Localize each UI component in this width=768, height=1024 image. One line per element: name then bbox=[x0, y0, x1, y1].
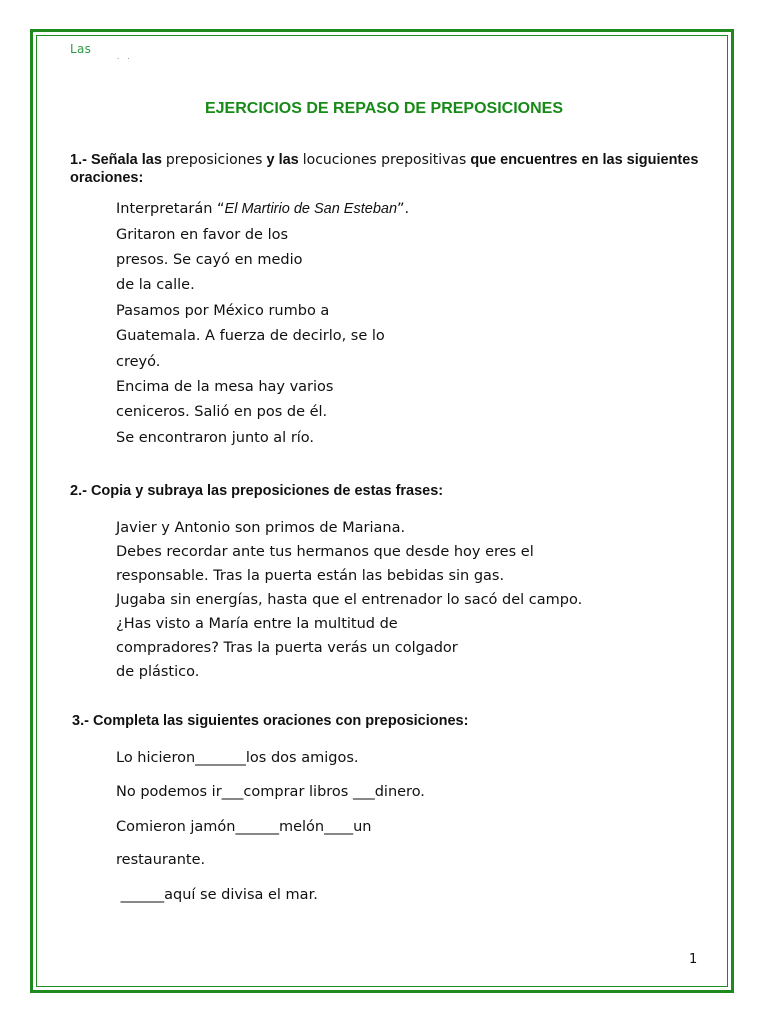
section1-line: Guatemala. A fuerza de decirlo, se lo bbox=[116, 328, 385, 344]
section1-line-0-prefix: Interpretarán “ bbox=[116, 201, 225, 217]
section1-line: Encima de la mesa hay varios bbox=[116, 379, 334, 395]
section1-line: de la calle. bbox=[116, 277, 195, 293]
section2-line: responsable. Tras la puerta están las bebidas sin gas. bbox=[116, 568, 505, 584]
section2-line: ¿Has visto a María entre la multitud de bbox=[116, 616, 398, 632]
section1-line-0-italic: El Martirio de San Esteban bbox=[224, 201, 398, 217]
section2-line: de plástico. bbox=[116, 664, 200, 680]
section1-heading-part1: 1.- Señala las bbox=[70, 152, 162, 168]
section3-line: Comieron jamón______melón____un bbox=[116, 819, 372, 835]
section2-heading bbox=[70, 482, 700, 500]
section3-line: ______aquí se divisa el mar. bbox=[116, 887, 318, 903]
section1-line: Pasamos por México rumbo a bbox=[116, 303, 330, 319]
section2-line: Debes recordar ante tus hermanos que desde hoy eres el bbox=[116, 544, 534, 560]
section1-line: ceniceros. Salió en pos de él. bbox=[116, 404, 328, 420]
section3-heading bbox=[72, 712, 702, 730]
section1-line: Gritaron en favor de los bbox=[116, 227, 289, 243]
section1-line-0-suffix: ”. bbox=[397, 201, 410, 217]
section2-line: Jugaba sin energías, hasta que el entrenador lo sacó del campo. bbox=[116, 592, 583, 608]
section3-heading-text: 3.- Completa las siguientes oraciones con preposiciones: bbox=[72, 713, 469, 729]
header-tag: Las bbox=[70, 42, 92, 56]
section1-line: creyó. bbox=[116, 354, 161, 370]
section3-line: Lo hicieron_______los dos amigos. bbox=[116, 750, 359, 766]
section3-line: restaurante. bbox=[116, 852, 206, 868]
page-number: 1 bbox=[689, 952, 698, 967]
section1-line: presos. Se cayó en medio bbox=[116, 252, 303, 268]
section1-heading-part3: y las bbox=[266, 152, 299, 168]
section1-line: Se encontraron junto al río. bbox=[116, 430, 315, 446]
section3-line: No podemos ir___comprar libros ___dinero. bbox=[116, 784, 425, 800]
section1-heading-part5: que encuentres en las siguientes oraciones: bbox=[70, 152, 699, 186]
section2-line: compradores? Tras la puerta verás un colgador bbox=[116, 640, 458, 656]
header-dots: . . bbox=[117, 53, 133, 61]
section2-line: Javier y Antonio son primos de Mariana. bbox=[116, 520, 406, 536]
document-title: EJERCICIOS DE REPASO DE PREPOSICIONES bbox=[204, 100, 563, 117]
section1-heading-part2: preposiciones bbox=[165, 152, 263, 168]
section1-line-0 bbox=[116, 201, 409, 217]
section1-heading-part4: locuciones prepositivas bbox=[302, 152, 467, 168]
section2-heading-text: 2.- Copia y subraya las preposiciones de estas frases: bbox=[70, 483, 444, 499]
section1-heading bbox=[70, 151, 700, 187]
